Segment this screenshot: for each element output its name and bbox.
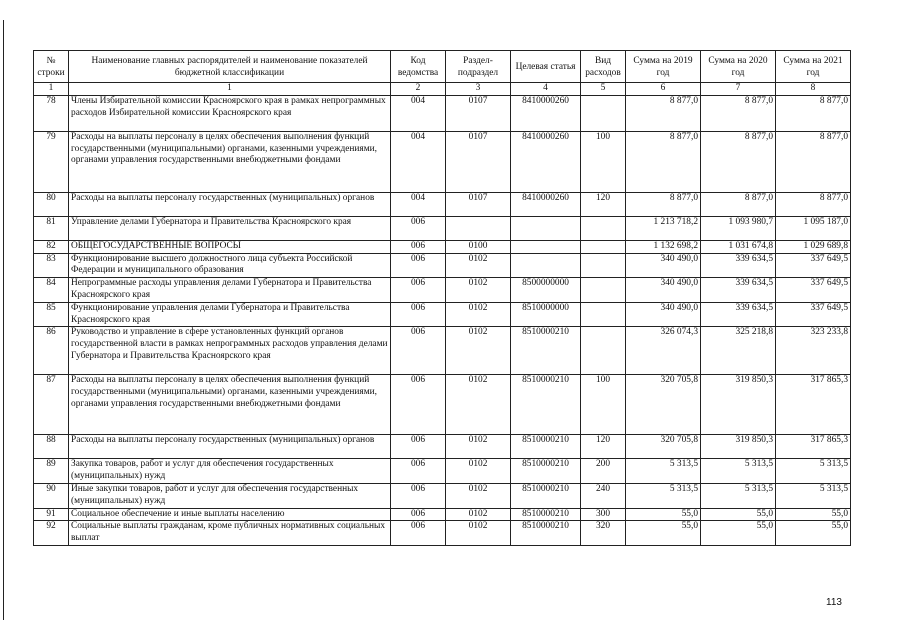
sum-2019: 1 132 698,2: [626, 240, 701, 253]
sum-2021: 1 029 689,8: [776, 240, 851, 253]
row-number: 91: [34, 508, 69, 521]
sum-2021: 8 877,0: [776, 131, 851, 192]
section-code: 0102: [446, 483, 511, 508]
column-number-row: [34, 83, 851, 96]
department-code: 006: [391, 459, 446, 484]
section-code: 0102: [446, 278, 511, 303]
row-number: 80: [34, 192, 69, 216]
table-header-row: [34, 51, 851, 83]
table-row: [34, 131, 851, 192]
row-name: Социальное обеспечение и иные выплаты населению: [69, 508, 391, 521]
section-code: [446, 216, 511, 240]
target-article: 8510000210: [511, 327, 581, 375]
expense-kind: [581, 95, 626, 131]
row-number: 92: [34, 521, 69, 546]
header-section: Раздел-подраздел: [446, 51, 511, 83]
header-target-article: Целевая статья: [511, 51, 581, 83]
header-row-number: № строки: [34, 51, 69, 83]
table-row: [34, 192, 851, 216]
expense-kind: 120: [581, 192, 626, 216]
column-number: 5: [581, 83, 626, 96]
sum-2019: 8 877,0: [626, 131, 701, 192]
sum-2021: 5 313,5: [776, 459, 851, 484]
department-code: 006: [391, 521, 446, 546]
sum-2021: 317 865,3: [776, 375, 851, 435]
row-name: Расходы на выплаты персоналу в целях обеспечения выполнения функций государственными (муниципальными) органами, казенными учреждениями, органами управления государственными внебюджетными фондами: [69, 131, 391, 192]
table-row: [34, 435, 851, 459]
expense-kind: 300: [581, 508, 626, 521]
sum-2020: 1 093 980,7: [701, 216, 776, 240]
section-code: 0102: [446, 459, 511, 484]
row-number: 83: [34, 253, 69, 278]
department-code: 006: [391, 375, 446, 435]
row-name: Социальные выплаты гражданам, кроме публичных нормативных социальных выплат: [69, 521, 391, 546]
sum-2020: 8 877,0: [701, 131, 776, 192]
expense-kind: [581, 327, 626, 375]
sum-2019: 340 490,0: [626, 278, 701, 303]
row-name: Иные закупки товаров, работ и услуг для обеспечения государственных (муниципальных) нужд: [69, 483, 391, 508]
header-sum-2019: Сумма на 2019 год: [626, 51, 701, 83]
sum-2021: 323 233,8: [776, 327, 851, 375]
sum-2019: 8 877,0: [626, 192, 701, 216]
table-row: [34, 278, 851, 303]
header-sum-2020: Сумма на 2020 год: [701, 51, 776, 83]
header-name: Наименование главных распорядителей и наименование показателей бюджетной классификации: [69, 51, 391, 83]
row-number: 85: [34, 302, 69, 327]
target-article: [511, 253, 581, 278]
sum-2020: 55,0: [701, 521, 776, 546]
sum-2020: 325 218,8: [701, 327, 776, 375]
department-code: 004: [391, 192, 446, 216]
department-code: 006: [391, 216, 446, 240]
sum-2020: 319 850,3: [701, 375, 776, 435]
section-code: 0102: [446, 435, 511, 459]
target-article: 8510000000: [511, 302, 581, 327]
section-code: 0102: [446, 375, 511, 435]
sum-2019: 340 490,0: [626, 253, 701, 278]
sum-2021: 1 095 187,0: [776, 216, 851, 240]
sum-2019: 5 313,5: [626, 459, 701, 484]
column-number: 2: [391, 83, 446, 96]
column-number: 8: [776, 83, 851, 96]
table-row: [34, 459, 851, 484]
expense-kind: [581, 253, 626, 278]
section-code: 0107: [446, 95, 511, 131]
target-article: 8510000210: [511, 483, 581, 508]
header-department-code: Код ведомства: [391, 51, 446, 83]
target-article: 8500000000: [511, 278, 581, 303]
budget-table-sheet: [33, 50, 851, 546]
expense-kind: [581, 216, 626, 240]
target-article: 8410000260: [511, 131, 581, 192]
row-name: Расходы на выплаты персоналу государственных (муниципальных) органов: [69, 435, 391, 459]
sum-2020: 8 877,0: [701, 95, 776, 131]
sum-2021: 8 877,0: [776, 95, 851, 131]
sum-2019: 320 705,8: [626, 435, 701, 459]
expense-kind: [581, 278, 626, 303]
target-article: [511, 240, 581, 253]
row-name: Расходы на выплаты персоналу государственных (муниципальных) органов: [69, 192, 391, 216]
department-code: 006: [391, 435, 446, 459]
budget-table: [33, 50, 851, 546]
department-code: 004: [391, 131, 446, 192]
expense-kind: 320: [581, 521, 626, 546]
row-name: Руководство и управление в сфере установленных функций органов государственной власти в рамках непрограммных расходов управления делами Губернатора и Правительства Красноярского края: [69, 327, 391, 375]
expense-kind: 240: [581, 483, 626, 508]
sum-2020: 339 634,5: [701, 278, 776, 303]
expense-kind: 120: [581, 435, 626, 459]
section-code: 0102: [446, 302, 511, 327]
sum-2021: 55,0: [776, 508, 851, 521]
sum-2021: 317 865,3: [776, 435, 851, 459]
sum-2021: 5 313,5: [776, 483, 851, 508]
row-name: Закупка товаров, работ и услуг для обеспечения государственных (муниципальных) нужд: [69, 459, 391, 484]
row-name: Расходы на выплаты персоналу в целях обеспечения выполнения функций государственными (муниципальными) органами, казенными учреждениями, органами управления государственными внебюджетными фондами: [69, 375, 391, 435]
column-number: 6: [626, 83, 701, 96]
sum-2019: 340 490,0: [626, 302, 701, 327]
row-name: Непрограммные расходы управления делами Губернатора и Правительства Красноярского края: [69, 278, 391, 303]
department-code: 006: [391, 327, 446, 375]
sum-2019: 55,0: [626, 508, 701, 521]
table-row: [34, 253, 851, 278]
row-number: 79: [34, 131, 69, 192]
target-article: 8510000210: [511, 508, 581, 521]
table-row: [34, 95, 851, 131]
expense-kind: 100: [581, 131, 626, 192]
section-code: 0102: [446, 508, 511, 521]
row-number: 86: [34, 327, 69, 375]
header-expense-kind: Вид расходов: [581, 51, 626, 83]
department-code: 006: [391, 240, 446, 253]
expense-kind: 200: [581, 459, 626, 484]
sum-2020: 8 877,0: [701, 192, 776, 216]
row-name: ОБЩЕГОСУДАРСТВЕННЫЕ ВОПРОСЫ: [69, 240, 391, 253]
table-row: [34, 483, 851, 508]
row-number: 89: [34, 459, 69, 484]
sum-2021: 337 649,5: [776, 278, 851, 303]
department-code: 006: [391, 483, 446, 508]
row-name: Функционирование высшего должностного лица субъекта Российской Федерации и муниципального образования: [69, 253, 391, 278]
table-row: [34, 216, 851, 240]
table-row: [34, 302, 851, 327]
target-article: [511, 216, 581, 240]
row-number: 78: [34, 95, 69, 131]
sum-2020: 339 634,5: [701, 302, 776, 327]
section-code: 0107: [446, 131, 511, 192]
row-number: 84: [34, 278, 69, 303]
department-code: 006: [391, 508, 446, 521]
sum-2021: 337 649,5: [776, 253, 851, 278]
sum-2021: 8 877,0: [776, 192, 851, 216]
section-code: 0107: [446, 192, 511, 216]
expense-kind: [581, 240, 626, 253]
section-code: 0100: [446, 240, 511, 253]
department-code: 006: [391, 302, 446, 327]
department-code: 006: [391, 278, 446, 303]
row-number: 87: [34, 375, 69, 435]
column-number: 1: [34, 83, 69, 96]
target-article: 8510000210: [511, 459, 581, 484]
sum-2020: 55,0: [701, 508, 776, 521]
header-sum-2021: Сумма на 2021 год: [776, 51, 851, 83]
sum-2020: 1 031 674,8: [701, 240, 776, 253]
sum-2020: 319 850,3: [701, 435, 776, 459]
target-article: 8410000260: [511, 192, 581, 216]
sum-2020: 5 313,5: [701, 483, 776, 508]
row-number: 82: [34, 240, 69, 253]
sum-2019: 5 313,5: [626, 483, 701, 508]
table-row: [34, 508, 851, 521]
sum-2019: 8 877,0: [626, 95, 701, 131]
table-row: [34, 521, 851, 546]
sum-2019: 55,0: [626, 521, 701, 546]
target-article: 8510000210: [511, 375, 581, 435]
sum-2020: 5 313,5: [701, 459, 776, 484]
table-row: [34, 240, 851, 253]
row-name: Функционирование управления делами Губернатора и Правительства Красноярского края: [69, 302, 391, 327]
expense-kind: [581, 302, 626, 327]
sum-2019: 320 705,8: [626, 375, 701, 435]
target-article: 8410000260: [511, 95, 581, 131]
page-number: 113: [826, 597, 842, 608]
table-row: [34, 375, 851, 435]
target-article: 8510000210: [511, 435, 581, 459]
sum-2021: 55,0: [776, 521, 851, 546]
column-number: 7: [701, 83, 776, 96]
sum-2021: 337 649,5: [776, 302, 851, 327]
table-row: [34, 327, 851, 375]
row-number: 90: [34, 483, 69, 508]
sum-2019: 326 074,3: [626, 327, 701, 375]
column-number: 3: [446, 83, 511, 96]
sum-2020: 339 634,5: [701, 253, 776, 278]
sum-2019: 1 213 718,2: [626, 216, 701, 240]
row-name: Управление делами Губернатора и Правительства Красноярского края: [69, 216, 391, 240]
column-number: 4: [511, 83, 581, 96]
column-number: 1: [69, 83, 391, 96]
section-code: 0102: [446, 327, 511, 375]
row-number: 81: [34, 216, 69, 240]
department-code: 004: [391, 95, 446, 131]
expense-kind: 100: [581, 375, 626, 435]
row-number: 88: [34, 435, 69, 459]
section-code: 0102: [446, 253, 511, 278]
department-code: 006: [391, 253, 446, 278]
section-code: 0102: [446, 521, 511, 546]
target-article: 8510000210: [511, 521, 581, 546]
left-margin-rule: [3, 20, 4, 620]
row-name: Члены Избирательной комиссии Красноярского края в рамках непрограммных расходов Избирательной комиссии Красноярского края: [69, 95, 391, 131]
